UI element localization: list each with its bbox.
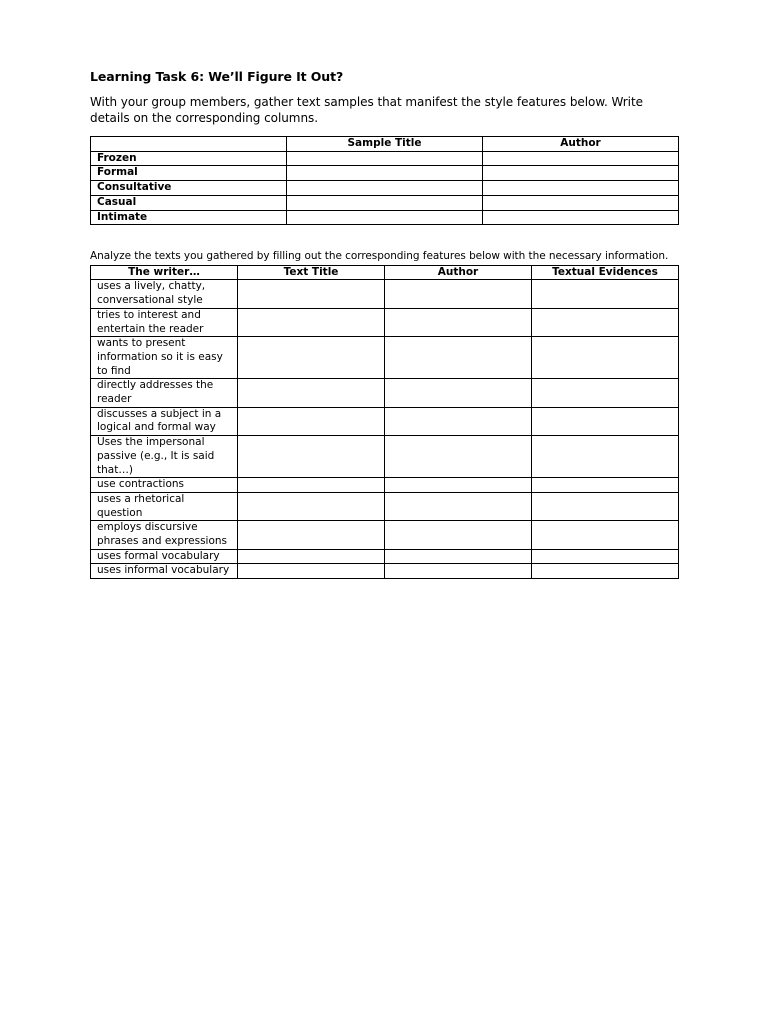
blank-answer-cell[interactable] <box>532 521 679 549</box>
style-samples-table <box>90 136 679 225</box>
blank-answer-cell[interactable] <box>238 308 385 336</box>
blank-answer-cell[interactable] <box>532 492 679 520</box>
header-cell-author: Author <box>483 137 679 152</box>
blank-answer-cell[interactable] <box>532 280 679 308</box>
blank-answer-cell[interactable] <box>238 280 385 308</box>
blank-answer-cell[interactable] <box>238 436 385 478</box>
blank-answer-cell[interactable] <box>385 478 532 493</box>
row-label: use contractions <box>91 478 238 493</box>
table-header-row <box>91 265 679 280</box>
blank-answer-cell[interactable] <box>385 379 532 407</box>
blank-answer-cell[interactable] <box>238 564 385 579</box>
table-row <box>91 549 679 564</box>
instructions-paragraph: With your group members, gather text samples that manifest the style features below. Write details on the corresponding columns. <box>90 95 643 125</box>
table-row <box>91 436 679 478</box>
blank-answer-cell[interactable] <box>385 521 532 549</box>
row-label: Casual <box>91 195 287 210</box>
blank-answer-cell[interactable] <box>287 151 483 166</box>
analysis-instructions: Analyze the texts you gathered by filling out the corresponding features below with the necessary information. <box>90 250 669 263</box>
header-cell-text-title: Text Title <box>238 265 385 280</box>
blank-answer-cell[interactable] <box>287 210 483 225</box>
table-row <box>91 210 679 225</box>
blank-answer-cell[interactable] <box>287 166 483 181</box>
table-row <box>91 564 679 579</box>
blank-answer-cell[interactable] <box>287 195 483 210</box>
header-cell-blank <box>91 137 287 152</box>
blank-answer-cell[interactable] <box>385 407 532 435</box>
table-row <box>91 478 679 493</box>
header-cell-sample-title: Sample Title <box>287 137 483 152</box>
blank-answer-cell[interactable] <box>483 151 679 166</box>
table-row <box>91 407 679 435</box>
table-row <box>91 195 679 210</box>
table-row <box>91 492 679 520</box>
table-row <box>91 337 679 379</box>
row-label: Consultative <box>91 181 287 196</box>
row-label: uses informal vocabulary <box>91 564 238 579</box>
blank-answer-cell[interactable] <box>385 337 532 379</box>
blank-answer-cell[interactable] <box>532 564 679 579</box>
blank-answer-cell[interactable] <box>238 521 385 549</box>
task-title: Learning Task 6: We’ll Figure It Out? <box>90 69 344 84</box>
blank-answer-cell[interactable] <box>238 549 385 564</box>
row-label: Intimate <box>91 210 287 225</box>
blank-answer-cell[interactable] <box>532 379 679 407</box>
blank-answer-cell[interactable] <box>238 407 385 435</box>
table-row <box>91 379 679 407</box>
blank-answer-cell[interactable] <box>238 492 385 520</box>
blank-answer-cell[interactable] <box>385 436 532 478</box>
row-label: Formal <box>91 166 287 181</box>
row-label: wants to present information so it is easy to find <box>91 337 238 379</box>
blank-answer-cell[interactable] <box>483 195 679 210</box>
header-cell-author: Author <box>385 265 532 280</box>
blank-answer-cell[interactable] <box>532 478 679 493</box>
features-analysis-table <box>90 265 679 579</box>
table-row <box>91 521 679 549</box>
row-label: uses formal vocabulary <box>91 549 238 564</box>
row-label: employs discursive phrases and expressions <box>91 521 238 549</box>
header-cell-textual-evidences: Textual Evidences <box>532 265 679 280</box>
blank-answer-cell[interactable] <box>385 549 532 564</box>
row-label: directly addresses the reader <box>91 379 238 407</box>
blank-answer-cell[interactable] <box>238 478 385 493</box>
blank-answer-cell[interactable] <box>532 549 679 564</box>
row-label: discusses a subject in a logical and formal way <box>91 407 238 435</box>
blank-answer-cell[interactable] <box>385 280 532 308</box>
table-header-row <box>91 137 679 152</box>
blank-answer-cell[interactable] <box>385 564 532 579</box>
table-row <box>91 308 679 336</box>
row-label: tries to interest and entertain the reader <box>91 308 238 336</box>
header-cell-the-writer: The writer… <box>91 265 238 280</box>
table-row <box>91 166 679 181</box>
table-row <box>91 151 679 166</box>
worksheet <box>90 68 678 579</box>
blank-answer-cell[interactable] <box>385 492 532 520</box>
blank-answer-cell[interactable] <box>532 308 679 336</box>
blank-answer-cell[interactable] <box>532 436 679 478</box>
blank-answer-cell[interactable] <box>483 210 679 225</box>
blank-answer-cell[interactable] <box>483 181 679 196</box>
blank-answer-cell[interactable] <box>287 181 483 196</box>
table-row <box>91 181 679 196</box>
blank-answer-cell[interactable] <box>238 379 385 407</box>
row-label: uses a lively, chatty, conversational style <box>91 280 238 308</box>
blank-answer-cell[interactable] <box>238 337 385 379</box>
blank-answer-cell[interactable] <box>483 166 679 181</box>
row-label: Frozen <box>91 151 287 166</box>
row-label: uses a rhetorical question <box>91 492 238 520</box>
blank-answer-cell[interactable] <box>385 308 532 336</box>
blank-answer-cell[interactable] <box>532 337 679 379</box>
table-row <box>91 280 679 308</box>
row-label: Uses the impersonal passive (e.g., It is said that…) <box>91 436 238 478</box>
blank-answer-cell[interactable] <box>532 407 679 435</box>
